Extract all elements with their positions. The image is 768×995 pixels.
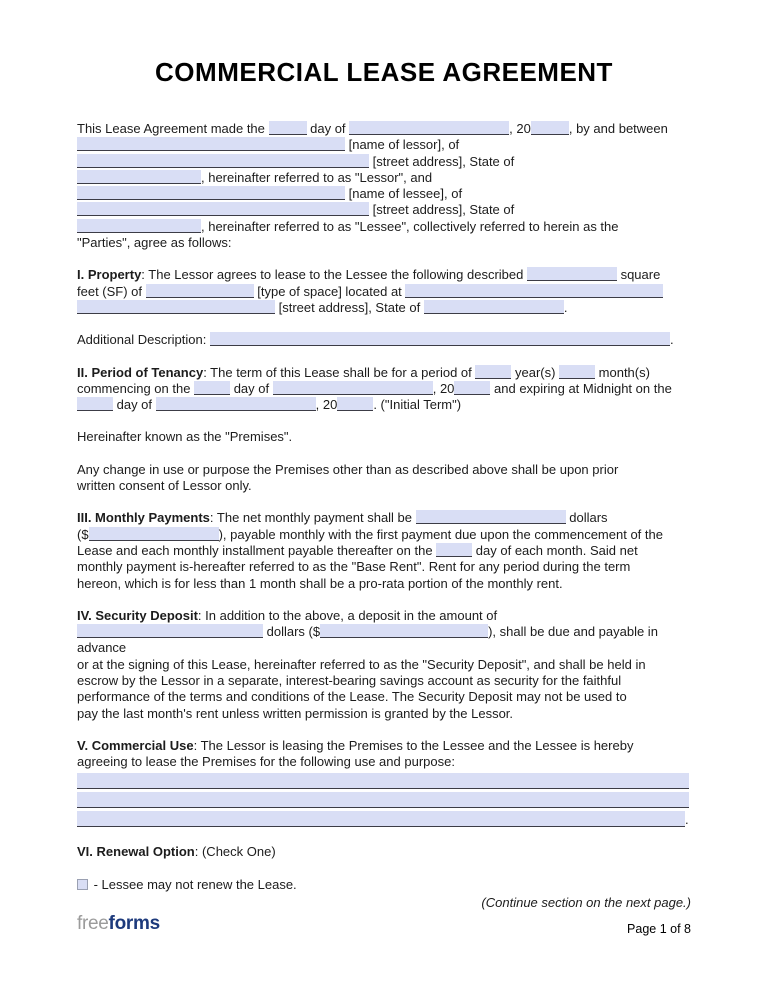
form-field-term-years[interactable] bbox=[475, 365, 511, 379]
form-field-commencement-year[interactable] bbox=[454, 381, 490, 395]
brand-forms-text: forms bbox=[108, 913, 160, 934]
page-number: Page 1 of 8 bbox=[627, 922, 691, 936]
form-field-lessor-street-address[interactable] bbox=[77, 154, 369, 168]
text-run: , 20 bbox=[315, 397, 338, 413]
freeforms-logo bbox=[77, 913, 160, 935]
text-run: agreeing to lease the Premises for the following use and purpose: bbox=[77, 754, 455, 770]
paragraph-period-of-tenancy bbox=[77, 365, 691, 414]
form-field-property-state[interactable] bbox=[424, 300, 564, 314]
text-run: : In addition to the above, a deposit in the amount of bbox=[197, 607, 498, 623]
form-field-monthly-rent-words[interactable] bbox=[416, 510, 566, 524]
section-heading: VI. Renewal Option bbox=[77, 844, 195, 860]
form-field-use-purpose-line-2[interactable] bbox=[77, 792, 689, 808]
text-run: escrow by the Lessor in a separate, interest-bearing savings account as security for the faithful bbox=[77, 673, 622, 689]
text-run: monthly payment is-hereafter referred to as the "Base Rent". Rent for any period during the term bbox=[77, 559, 631, 575]
text-run: day of bbox=[113, 397, 156, 413]
text-run: day of each month. Said net bbox=[472, 542, 638, 558]
text-run: [type of space] located at bbox=[253, 283, 406, 299]
text-run: ), payable monthly with the first payment due upon the commencement of the bbox=[218, 526, 663, 542]
text-run: [street address], State of bbox=[369, 153, 515, 169]
text-run: day of bbox=[306, 121, 350, 136]
text-run: : The term of this Lease shall be for a period of bbox=[203, 364, 476, 380]
text-run: dollars ($ bbox=[263, 624, 321, 640]
paragraph-premises bbox=[77, 429, 691, 445]
document-body bbox=[77, 121, 691, 911]
paragraph-intro bbox=[77, 121, 691, 251]
form-field-lessor-state[interactable] bbox=[77, 170, 201, 184]
form-field-day-of-month[interactable] bbox=[269, 121, 307, 135]
form-field-expiration-month[interactable] bbox=[156, 397, 316, 411]
text-run: square bbox=[616, 267, 661, 283]
text-run: , 20 bbox=[432, 380, 455, 396]
brand-free-text: free bbox=[77, 913, 109, 934]
document-title: COMMERCIAL LEASE AGREEMENT bbox=[155, 57, 613, 87]
text-run: written consent of Lessor only. bbox=[77, 478, 252, 494]
paragraph-renewal-checkbox bbox=[77, 877, 691, 893]
text-run: : The Lessor agrees to lease to the Lessee the following described bbox=[141, 267, 527, 283]
form-field-term-months[interactable] bbox=[559, 365, 595, 379]
paragraph-commercial-use bbox=[77, 738, 691, 828]
section-heading: III. Monthly Payments bbox=[77, 510, 210, 526]
text-run: or at the signing of this Lease, hereinafter referred to as the "Security Deposit", and shall be held in bbox=[77, 656, 646, 672]
text-run: [name of lessor], of bbox=[345, 137, 460, 153]
text-run: and expiring at Midnight on the bbox=[490, 380, 672, 396]
text-run: This Lease Agreement made the bbox=[77, 121, 269, 136]
text-run: ($ bbox=[77, 526, 89, 542]
form-field-additional-description[interactable] bbox=[210, 332, 670, 346]
form-field-lessee-state[interactable] bbox=[77, 219, 201, 233]
section-heading: V. Commercial Use bbox=[77, 737, 194, 753]
text-run: [name of lessee], of bbox=[345, 186, 463, 202]
text-run: "Parties", agree as follows: bbox=[77, 235, 232, 251]
text-run: Lease and each monthly installment payable thereafter on the bbox=[77, 542, 437, 558]
text-run: Additional Description: bbox=[77, 332, 210, 348]
text-run: . ("Initial Term") bbox=[373, 397, 462, 413]
text-run: dollars bbox=[565, 510, 608, 526]
paragraph-additional-description bbox=[77, 332, 691, 348]
form-field-lessee-name[interactable] bbox=[77, 186, 345, 200]
text-run: [street address], State of bbox=[369, 202, 515, 218]
text-run: ), shall be due and payable in advance bbox=[77, 624, 658, 656]
page-footer bbox=[77, 913, 691, 936]
form-field-month[interactable] bbox=[349, 121, 509, 135]
text-run: . bbox=[563, 299, 568, 315]
section-heading: II. Period of Tenancy bbox=[77, 364, 204, 380]
text-run: year(s) bbox=[511, 364, 560, 380]
form-field-deposit-amount[interactable] bbox=[320, 624, 488, 638]
form-field-commencement-month[interactable] bbox=[273, 381, 433, 395]
form-field-use-purpose-line-3[interactable] bbox=[77, 811, 685, 827]
text-run: hereon, which is for less than 1 month shall be a pro-rata portion of the monthly rent. bbox=[77, 575, 563, 591]
text-run: : (Check One) bbox=[194, 844, 276, 860]
text-run: . bbox=[685, 812, 689, 828]
form-field-commencement-day[interactable] bbox=[194, 381, 230, 395]
form-field-property-address-line-1[interactable] bbox=[405, 284, 663, 298]
form-field-lessor-name[interactable] bbox=[77, 137, 345, 151]
form-field-use-purpose-line-1[interactable] bbox=[77, 773, 689, 789]
text-run: [street address], State of bbox=[275, 299, 424, 315]
form-field-type-of-space[interactable] bbox=[146, 284, 254, 298]
form-field-monthly-rent-amount[interactable] bbox=[89, 527, 219, 541]
section-heading: IV. Security Deposit bbox=[77, 607, 198, 623]
text-run: Hereinafter known as the "Premises". bbox=[77, 429, 293, 445]
form-field-property-address-line-2[interactable] bbox=[77, 300, 275, 314]
paragraph-renewal-option bbox=[77, 844, 691, 860]
paragraph-security-deposit bbox=[77, 608, 691, 722]
paragraph-continue-note bbox=[77, 895, 691, 911]
section-heading: I. Property bbox=[77, 267, 142, 283]
text-run: . bbox=[669, 332, 674, 348]
text-run: commencing on the bbox=[77, 380, 195, 396]
paragraph-use-change bbox=[77, 462, 691, 495]
form-field-lessee-street-address[interactable] bbox=[77, 202, 369, 216]
paragraph-monthly-payments bbox=[77, 510, 691, 591]
text-run: , hereinafter referred to as "Lessor", and bbox=[201, 169, 433, 185]
text-run: , 20 bbox=[509, 121, 531, 136]
text-run: , hereinafter referred to as "Lessee", collectively referred to herein as the bbox=[201, 218, 619, 234]
text-run: performance of the terms and conditions of the Lease. The Security Deposit may not be used to bbox=[77, 689, 627, 705]
form-field-year[interactable] bbox=[531, 121, 569, 135]
text-run: day of bbox=[230, 380, 273, 396]
checkbox-lessee-may-not-renew[interactable] bbox=[77, 879, 88, 890]
text-run: feet (SF) of bbox=[77, 283, 146, 299]
form-field-square-feet[interactable] bbox=[527, 267, 617, 281]
text-run: : The Lessor is leasing the Premises to the Lessee and the Lessee is hereby bbox=[193, 737, 634, 753]
form-field-deposit-words[interactable] bbox=[77, 624, 263, 638]
text-run: , by and between bbox=[568, 121, 668, 136]
text-run: Any change in use or purpose the Premises other than as described above shall be upon prior bbox=[77, 461, 619, 477]
text-run: (Continue section on the next page.) bbox=[481, 894, 691, 910]
text-run: month(s) bbox=[595, 364, 650, 380]
paragraph-property bbox=[77, 267, 691, 316]
text-run: - Lessee may not renew the Lease. bbox=[90, 876, 297, 892]
text-run: pay the last month's rent unless written permission is granted by the Lessor. bbox=[77, 705, 514, 721]
form-field-expiration-day[interactable] bbox=[77, 397, 113, 411]
form-field-payment-day[interactable] bbox=[436, 543, 472, 557]
form-field-expiration-year[interactable] bbox=[337, 397, 373, 411]
text-run: : The net monthly payment shall be bbox=[209, 510, 416, 526]
